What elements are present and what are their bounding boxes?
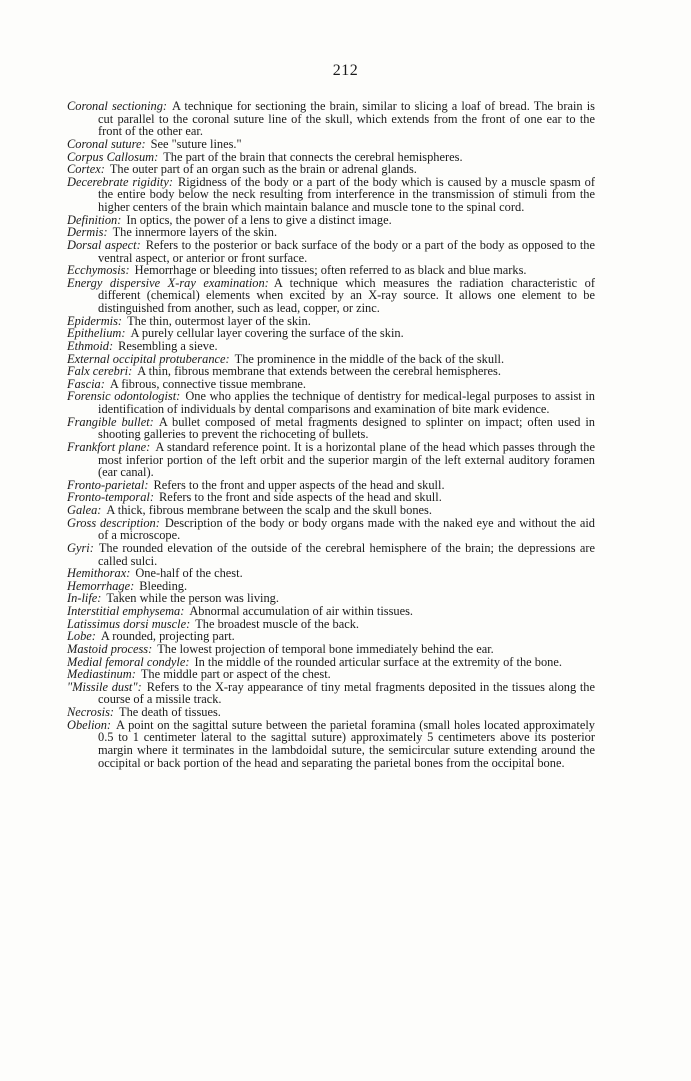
glossary-definition: The thin, outermost layer of the skin. xyxy=(127,313,311,328)
glossary-definition: Abnormal accumulation of air within tissues. xyxy=(189,604,414,618)
glossary-entry xyxy=(67,390,595,415)
glossary-term: Ecchymosis: xyxy=(67,263,130,278)
glossary-term: Energy dispersive X-ray examination: xyxy=(67,275,269,290)
glossary-definition: The outer part of an organ such as the brain or adrenal glands. xyxy=(109,162,417,177)
glossary-definition: A bullet composed of metal fragments designed to splinter on impact; often used in shooting galleries to prevent the richoceting of bullets. xyxy=(98,414,596,442)
glossary-definition: A thin, fibrous membrane that extends between the cerebral hemispheres. xyxy=(137,364,501,379)
glossary-term: Mediastinum: xyxy=(67,667,136,682)
glossary-definition: In optics, the power of a lens to give a distinct image. xyxy=(126,212,392,227)
glossary-definition: In the middle of the rounded articular surface at the extremity of the bone. xyxy=(194,654,562,669)
glossary-term: Corpus Callosum: xyxy=(67,149,159,164)
glossary-term: Forensic odontologist: xyxy=(67,389,181,404)
glossary-definition: One who applies the technique of dentistry for medical-legal purposes to assist in identification of individuals by dental comparisons and examination of bite mark evidence. xyxy=(98,389,595,416)
glossary-term: Fronto-parietal: xyxy=(67,477,149,492)
glossary-term: Dermis: xyxy=(67,225,108,240)
glossary-entry xyxy=(67,239,595,264)
glossary-definition: The prominence in the middle of the back of the skull. xyxy=(234,351,505,366)
glossary-definition: A thick, fibrous membrane between the scalp and the skull bones. xyxy=(106,503,432,517)
glossary-definition: Rigidness of the body or a part of the body which is caused by a muscle spasm of the entire body below the neck resulting from interference in the transmission of stimuli from the higher centers of the brain which maintain balance and muscle tone to the spinal cord. xyxy=(98,174,595,214)
glossary-definition: Refers to the posterior or back surface of the body or a part of the body as opposed to the ventral aspect, or anterior or front surface. xyxy=(98,237,595,265)
glossary-term: Latissimus dorsi muscle: xyxy=(67,616,191,631)
glossary-entry xyxy=(67,681,595,706)
glossary-definition: A purely cellular layer covering the surface of the skin. xyxy=(130,326,404,341)
glossary-term: Coronal sectioning: xyxy=(67,99,168,113)
glossary-list xyxy=(67,100,595,769)
glossary-definition: A technique which measures the radiation characteristic of different (chemical) elements when excited by an X-ray source. It allows one element to be distinguished from another, such as lead, copper, or zinc. xyxy=(98,275,596,315)
glossary-definition: One-half of the chest. xyxy=(135,566,243,581)
glossary-term: Decerebrate rigidity: xyxy=(67,174,173,189)
glossary-definition: The part of the brain that connects the cerebral hemispheres. xyxy=(163,149,463,164)
glossary-term: Gyri: xyxy=(67,540,94,555)
glossary-definition: A standard reference point. It is a horizontal plane of the head which passes through the most inferior portion of the left orbit and the superior margin of the left external auditory foramen (ear canal). xyxy=(98,439,596,480)
glossary-term: Gross description: xyxy=(67,515,160,530)
glossary-entry xyxy=(67,176,595,214)
glossary-definition: A fibrous, connective tissue membrane. xyxy=(109,376,306,391)
glossary-term: Fronto-temporal: xyxy=(67,490,154,505)
glossary-term: Cortex: xyxy=(67,162,105,177)
glossary-entry xyxy=(67,277,595,315)
glossary-term: Epidermis: xyxy=(67,313,123,328)
glossary-term: Interstitial emphysema: xyxy=(67,604,185,618)
glossary-term: Falx cerebri: xyxy=(67,364,133,379)
glossary-term: Definition: xyxy=(67,212,122,227)
glossary-definition: Refers to the X-ray appearance of tiny metal fragments deposited in the tissues along the course of a missile track. xyxy=(98,679,596,707)
page-number: 212 xyxy=(332,62,359,79)
glossary-term: In-life: xyxy=(67,591,102,606)
glossary-definition: See "suture lines." xyxy=(150,136,242,151)
glossary-entry xyxy=(67,100,595,138)
glossary-term: Obelion: xyxy=(67,717,112,732)
glossary-definition: The rounded elevation of the outside of the cerebral hemisphere of the brain; the depressions are called sulci. xyxy=(98,540,595,568)
glossary-definition: Taken while the person was living. xyxy=(106,591,279,606)
glossary-definition: A technique for sectioning the brain, similar to slicing a loaf of bread. The brain is cut parallel to the coronal suture line of the skull, which extends from the front of one ear to the front of the other ear. xyxy=(98,99,595,139)
glossary-term: Dorsal aspect: xyxy=(67,237,141,252)
glossary-term: Frangible bullet: xyxy=(67,414,154,429)
glossary-term: External occipital protuberance: xyxy=(67,351,230,366)
glossary-term: Medial femoral condyle: xyxy=(67,654,190,669)
glossary-definition: Refers to the front and side aspects of the head and skull. xyxy=(158,490,442,505)
glossary-definition: The innermore layers of the skin. xyxy=(112,225,278,240)
glossary-term: Hemorrhage: xyxy=(67,578,135,593)
glossary-entry xyxy=(67,542,595,567)
glossary-definition: A rounded, projecting part. xyxy=(100,629,235,644)
glossary-term: Frankfort plane: xyxy=(67,439,151,454)
glossary-entry xyxy=(67,719,595,770)
glossary-definition: A point on the sagittal suture between the parietal foramina (small holes located approximately 0.5 to 1 centimeter lateral to the sagittal suture) approximately 5 centimeters above its posterior margin where it terminates in the lambdoidal suture, the semicircular suture extending around the occipital or back portion of the head and separating the parietal bones from the occipital bone. xyxy=(98,717,595,770)
glossary-term: Galea: xyxy=(67,503,102,517)
glossary-term: "Missile dust": xyxy=(67,679,142,694)
glossary-definition: Resembling a sieve. xyxy=(118,338,218,353)
glossary-entry xyxy=(67,441,595,479)
glossary-term: Epithelium: xyxy=(67,326,126,341)
glossary-definition: Hemorrhage or bleeding into tissues; often referred to as black and blue marks. xyxy=(134,263,527,278)
glossary-definition: Refers to the front and upper aspects of the head and skull. xyxy=(153,477,445,492)
glossary-entry xyxy=(67,416,595,441)
glossary-term: Necrosis: xyxy=(67,705,115,719)
glossary-definition: The lowest projection of temporal bone immediately behind the ear. xyxy=(157,641,494,656)
glossary-definition: Description of the body or body organs made with the naked eye and without the aid of a microscope. xyxy=(98,515,596,543)
glossary-term: Ethmoid: xyxy=(67,338,114,353)
glossary-definition: Bleeding. xyxy=(139,578,188,593)
glossary-definition: The death of tissues. xyxy=(119,705,221,719)
glossary-entry xyxy=(67,517,595,542)
glossary-definition: The middle part or aspect of the chest. xyxy=(140,667,331,682)
glossary-term: Mastoid process: xyxy=(67,641,153,656)
glossary-term: Hemithorax: xyxy=(67,566,131,581)
glossary-term: Fascia: xyxy=(67,376,105,391)
glossary-definition: The broadest muscle of the back. xyxy=(195,616,360,631)
glossary-term: Coronal suture: xyxy=(67,136,146,151)
glossary-term: Lobe: xyxy=(67,629,96,644)
